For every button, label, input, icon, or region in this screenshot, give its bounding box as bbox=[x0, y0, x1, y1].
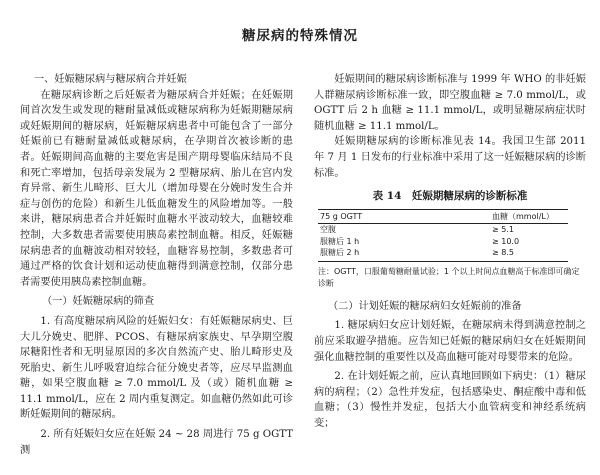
table-header-row bbox=[318, 209, 568, 224]
table-row bbox=[318, 247, 568, 261]
table-note: 注：OGTT，口服葡萄糖耐量试验；1 个以上时间点血糖高于标准即可确定诊断 bbox=[318, 266, 580, 288]
table-cell-value: ≥ 10.0 bbox=[492, 236, 520, 246]
paragraph-high-risk-screening: 1. 有高度糖尿病风险的妊娠妇女：有妊娠糖尿病史、巨大儿分娩史、肥胖、PCOS、有糖尿病家族史、早孕期空腹尿糖阳性者和无明显原因的多次自然流产史、胎儿畸形史及死胎史、新生儿呼吸窘迫综合征分娩史者等，应尽早监测血糖，如果空腹血糖 ≥ 7.0 mmol/L 及（或）随机血糖 ≥ 11.1 mmol/L，应在 2 周内重复测定。如血糖仍然如此可诊断妊娠期间的糖尿病。 bbox=[20, 315, 293, 421]
diagnosis-table bbox=[318, 209, 568, 262]
page-title: 糖尿病的特殊情况 bbox=[242, 28, 358, 44]
table-row bbox=[318, 224, 568, 236]
paragraph-contraception-advice: 1. 糖尿病妇女应计划妊娠，在糖尿病未得到满意控制之前应采取避孕措施。应告知已妊娠的糖尿病妇女在妊娠期间强化血糖控制的重要性以及高血糖可能对母婴带来的危险。 bbox=[314, 320, 586, 363]
table-caption: 表 14 妊娠期糖尿病的诊断标准 bbox=[372, 190, 528, 203]
section-heading-gestational-diabetes: 一、妊娠糖尿病与糖尿病合并妊娠 bbox=[34, 74, 187, 85]
table-cell-label: 服糖后 1 h bbox=[320, 236, 360, 246]
section-heading-pregnancy-preparation: （二）计划妊娠的糖尿病妇女妊娠前的准备 bbox=[328, 300, 522, 312]
paragraph-history-review: 2. 在计划妊娠之前，应认真地回顾如下病史：（1）糖尿病的病程；（2）急性并发症，包括感染史、酮症酸中毒和低血糖；（3）慢性并发症，包括大小血管病变和神经系统病变； bbox=[314, 371, 586, 429]
table-cell-value: ≥ 5.1 bbox=[492, 225, 514, 235]
right-column bbox=[314, 72, 586, 432]
table-cell-label: 服糖后 2 h bbox=[318, 247, 490, 261]
paragraph-table-reference: 妊娠期糖尿病的诊断标准见表 14。我国卫生部 2011 年 7 月 1 日发布的行业标准中采用了这一妊娠糖尿病的诊断标准。 bbox=[314, 136, 586, 179]
table-header-ogtt: 75 g OGTT bbox=[318, 209, 490, 224]
table-cell-label: 空腹 bbox=[320, 225, 336, 235]
paragraph-gestational-overview: 在糖尿病诊断之后妊娠者为糖尿病合并妊娠；在妊娠期间首次发生或发现的糖耐量减低或糖尿病称为妊娠期糖尿病或妊娠期间的糖尿病，妊娠糖尿病患者中可能包含了一部分妊娠前已有糖耐量减低或糖尿病，在孕期首次被诊断的患者。妊娠期间高血糖的主要危害是围产期母婴临床结局不良和死亡率增加，包括母亲发展为 2 型糖尿病、胎儿在宫内发育异常、新生儿畸形、巨大儿（增加母婴在分娩时发生合并症与创伤的危险）和新生儿低血糖发生的风险增加等。一般来讲，糖尿病患者合并妊娠时血糖水平波动较大，血糖较难控制，大多数患者需要使用胰岛素控制血糖。相反，妊娠糖尿病患者的血糖波动相对较轻，血糖容易控制，多数患者可通过严格的饮食计划和运动使血糖得到满意控制，仅部分患者需要使用胰岛素控制血糖。 bbox=[20, 89, 293, 288]
table-header-glucose: 血糖（mmol/L） bbox=[490, 209, 568, 224]
subsection-heading-screening: （一）妊娠糖尿病的筛查 bbox=[42, 296, 155, 308]
left-column bbox=[20, 72, 293, 458]
table-cell-value: ≥ 8.5 bbox=[490, 247, 568, 261]
table-row bbox=[318, 236, 568, 248]
paragraph-diagnosis-criteria: 妊娠期间的糖尿病诊断标准与 1999 年 WHO 的非妊娠人群糖尿病诊断标准一致，即空腹血糖 ≥ 7.0 mmol/L，或 OGTT 后 2 h 血糖 ≥ 11.1 mmol/L，或明显糖尿病症状时随机血糖 ≥ 11.1 mmol/L。 bbox=[314, 74, 586, 132]
paragraph-ogtt-screening: 2. 所有妊娠妇女应在妊娠 24 ~ 28 周进行 75 g OGTT 测 bbox=[20, 429, 293, 456]
